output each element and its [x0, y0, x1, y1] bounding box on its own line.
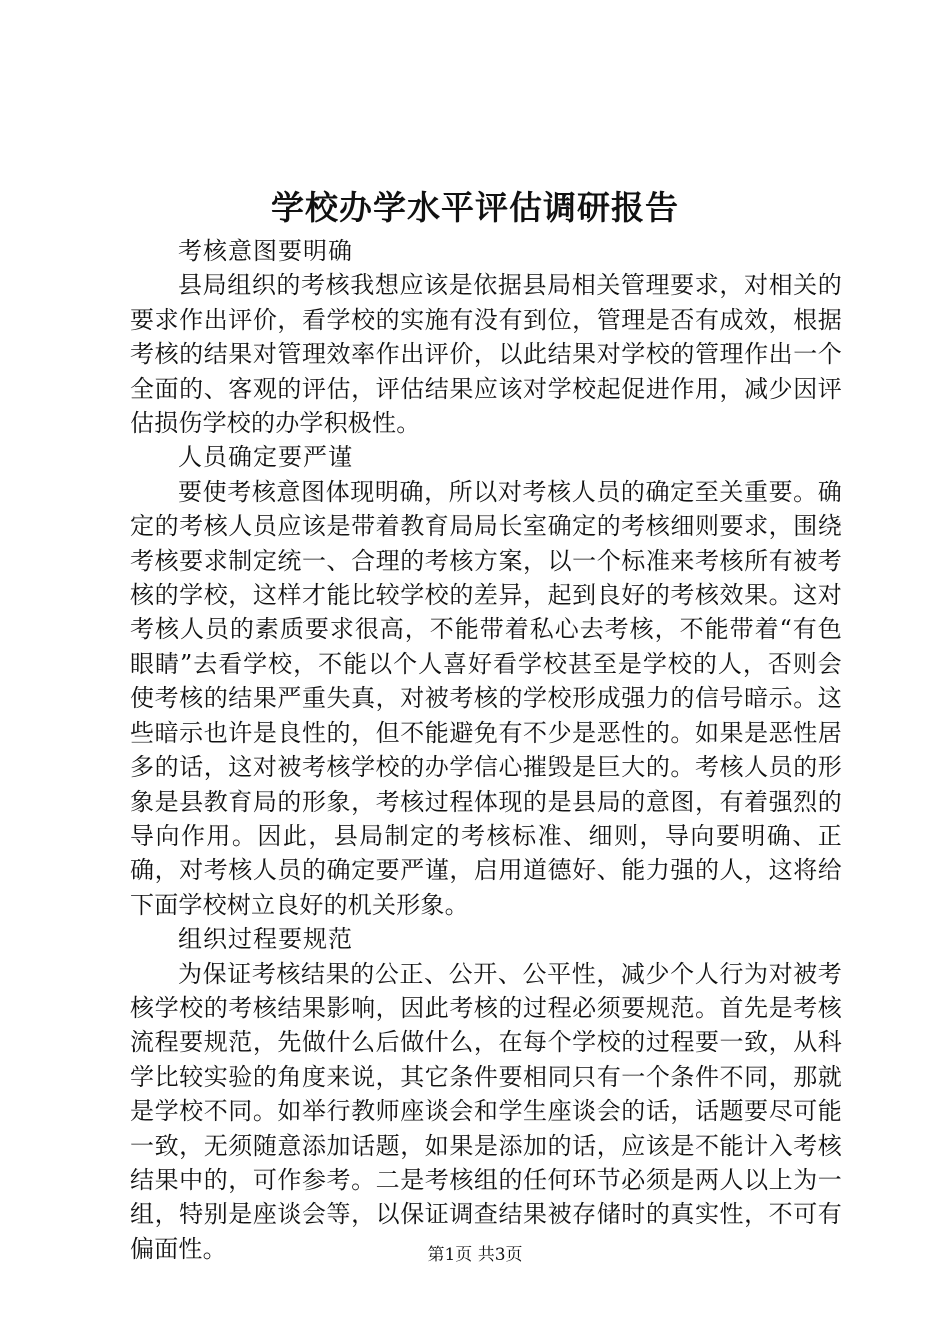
section-paragraph: 为保证考核结果的公正、公开、公平性，减少个人行为对被考核学校的考核结果影响，因此考核的过程必须要规范。首先是考核流程要规范，先做什么后做什么，在每个学校的过程要一致，从科学比较实验的角度来说，其它条件要相同只有一个条件不同，那就是学校不同。如举行教师座谈会和学生座谈会的话，话题要尽可能一致，无须随意添加话题，如果是添加的话，应该是不能计入考核结果中的，可作参考。二是考核组的任何环节必须是两人以上为一组，特别是座谈会等，以保证调查结果被存储时的真实性，不可有偏面性。 [130, 959, 842, 1263]
section-heading: 人员确定要严谨 [178, 443, 353, 472]
document-body [130, 234, 842, 1266]
page-footer: 第1页 共3页 [427, 1245, 523, 1265]
section-heading: 组织过程要规范 [178, 925, 353, 954]
section-paragraph: 县局组织的考核我想应该是依据县局相关管理要求，对相关的要求作出评价，看学校的实施有没有到位，管理是否有成效，根据考核的结果对管理效率作出评价，以此结果对学校的管理作出一个全面的、客观的评估，评估结果应该对学校起促进作用，减少因评估损伤学校的办学积极性。 [130, 271, 842, 438]
section-heading: 考核意图要明确 [178, 237, 353, 265]
document-title: 学校办学水平评估调研报告 [271, 188, 679, 227]
section-paragraph: 要使考核意图体现明确，所以对考核人员的确定至关重要。确定的考核人员应该是带着教育局局长室确定的考核细则要求，围绕考核要求制定统一、合理的考核方案，以一个标准来考核所有被考核的学校，这样才能比较学校的差异，起到良好的考核效果。这对考核人员的素质要求很高，不能带着私心去考核，不能带着“有色眼睛”去看学校，不能以个人喜好看学校甚至是学校的人，否则会使考核的结果严重失真，对被考核的学校形成强力的信号暗示。这些暗示也许是良性的，但不能避免有不少是恶性的。如果是恶性居多的话，这对被考核学校的办学信心摧毁是巨大的。考核人员的形象是县教育局的形象，考核过程体现的是县局的意图，有着强烈的导向作用。因此，县局制定的考核标准、细则，导向要明确、正确，对考核人员的确定要严谨，启用道德好、能力强的人，这将给下面学校树立良好的机关形象。 [130, 477, 842, 919]
